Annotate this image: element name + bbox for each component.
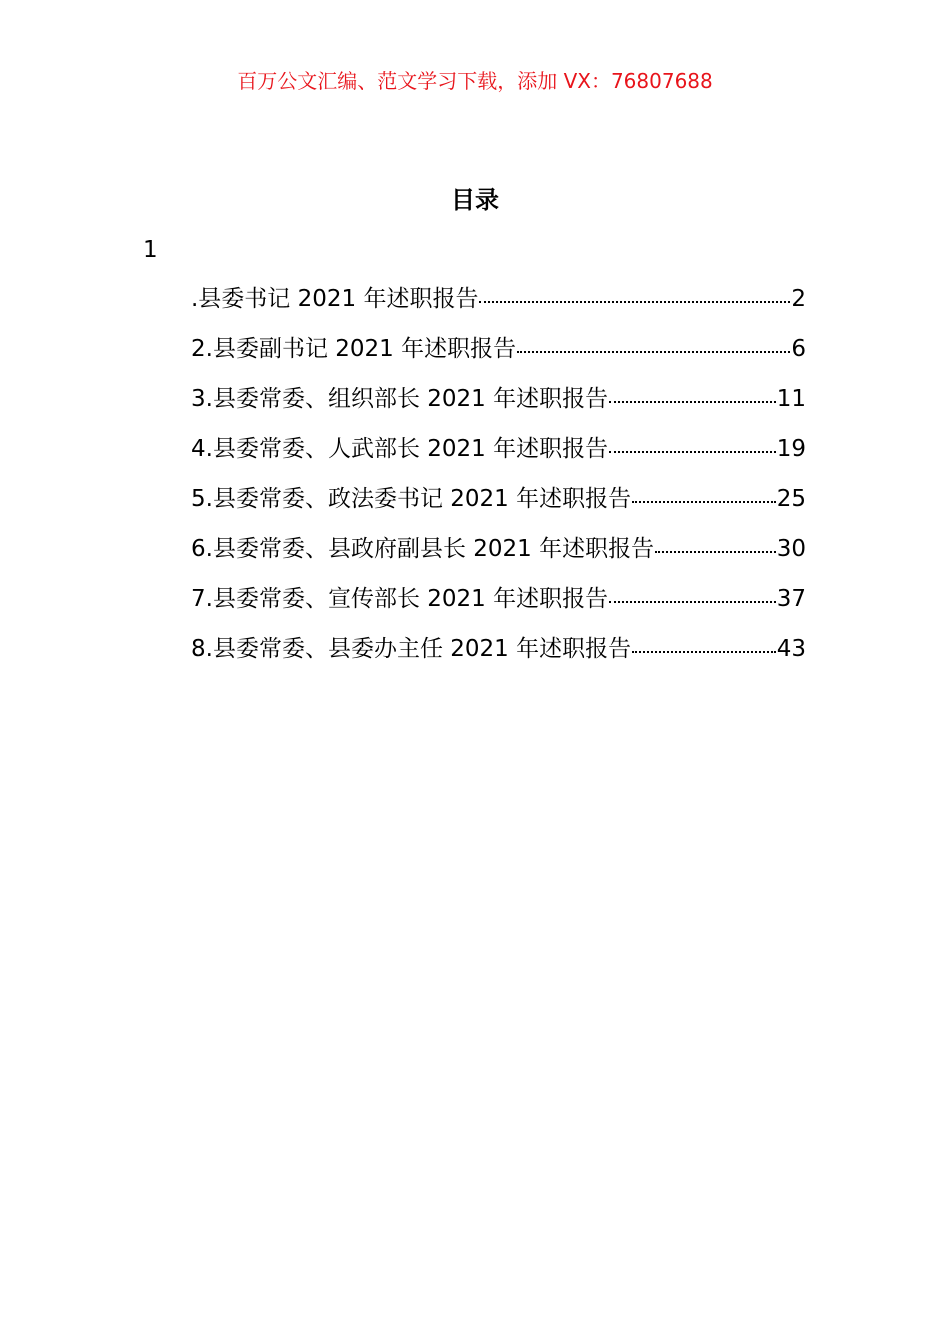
toc-entry-label: 5.县委常委、政法委书记 2021 年述职报告 bbox=[191, 486, 632, 512]
toc-dot-leader bbox=[609, 384, 776, 406]
toc-entry[interactable] bbox=[191, 334, 806, 384]
toc-dot-leader bbox=[609, 584, 776, 606]
toc-dot-leader bbox=[632, 484, 776, 506]
toc-entry-label: .县委书记 2021 年述职报告 bbox=[191, 286, 479, 312]
toc-dot-leader bbox=[655, 534, 776, 556]
toc-title: 目录 bbox=[451, 186, 499, 214]
section-number: 1 bbox=[143, 237, 158, 263]
toc-dot-leader bbox=[479, 284, 790, 306]
toc-dot-leader bbox=[632, 634, 776, 656]
toc-entry[interactable] bbox=[191, 634, 806, 684]
toc-entry[interactable] bbox=[191, 584, 806, 634]
header-banner: 百万公文汇编、范文学习下载，添加 VX：76807688 bbox=[237, 69, 713, 93]
toc-entry-label: 3.县委常委、组织部长 2021 年述职报告 bbox=[191, 386, 609, 412]
toc-entry-page: 30 bbox=[776, 536, 806, 562]
toc-entry-label: 2.县委副书记 2021 年述职报告 bbox=[191, 336, 517, 362]
toc-entry-label: 4.县委常委、人武部长 2021 年述职报告 bbox=[191, 436, 609, 462]
toc-entry[interactable] bbox=[191, 534, 806, 584]
toc-entry[interactable] bbox=[191, 434, 806, 484]
toc-entry-page: 6 bbox=[791, 336, 806, 362]
toc-entry[interactable] bbox=[191, 384, 806, 434]
toc-entry-page: 11 bbox=[776, 386, 806, 412]
toc-entry[interactable] bbox=[191, 284, 806, 334]
toc-dot-leader bbox=[609, 434, 776, 456]
toc-entry-label: 6.县委常委、县政府副县长 2021 年述职报告 bbox=[191, 536, 655, 562]
toc-entry-page: 19 bbox=[776, 436, 806, 462]
toc-entry-page: 2 bbox=[791, 286, 806, 312]
toc-entry-page: 25 bbox=[776, 486, 806, 512]
toc-entry-label: 7.县委常委、宣传部长 2021 年述职报告 bbox=[191, 586, 609, 612]
toc-entry-label: 8.县委常委、县委办主任 2021 年述职报告 bbox=[191, 636, 632, 662]
table-of-contents bbox=[191, 284, 806, 684]
toc-entry-page: 37 bbox=[776, 586, 806, 612]
toc-entry[interactable] bbox=[191, 484, 806, 534]
toc-dot-leader bbox=[517, 334, 790, 356]
toc-entry-page: 43 bbox=[776, 636, 806, 662]
